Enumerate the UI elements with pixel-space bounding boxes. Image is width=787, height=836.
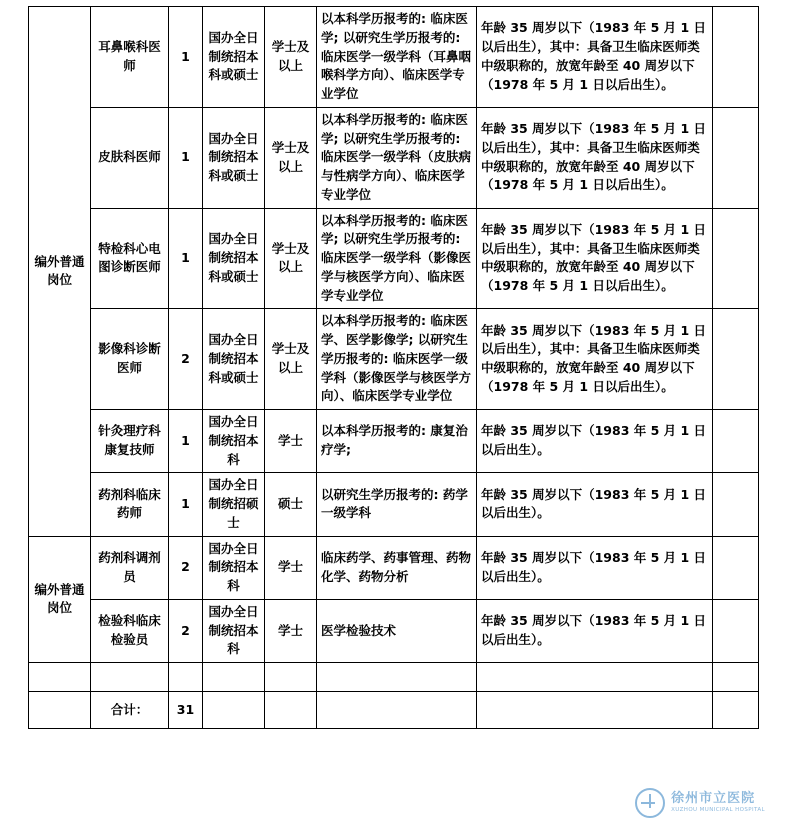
recruitment-table: [28, 6, 759, 729]
table-row: [29, 410, 759, 473]
cell-education: 国办全日制统招本科或硕士: [203, 107, 265, 208]
cell-other-requirements: 年龄 35 周岁以下（1983 年 5 月 1 日以后出生）。: [477, 536, 713, 599]
cell-degree: 学士及以上: [265, 309, 317, 410]
cell-post: 检验科临床检验员: [91, 599, 169, 662]
cell-count: 1: [169, 473, 203, 536]
watermark-name-en: XUZHOU MUNICIPAL HOSPITAL: [671, 807, 765, 814]
cell-major: 以本科学历报考的: 临床医学; 以研究生学历报考的: 临床医学一级学科（耳鼻咽喉科学方向）、临床医学专业学位: [317, 7, 477, 108]
cell-other-requirements: 年龄 35 周岁以下（1983 年 5 月 1 日以后出生）。: [477, 410, 713, 473]
cell-count: 2: [169, 599, 203, 662]
cell-count: 1: [169, 107, 203, 208]
cell-education: 国办全日制统招本科或硕士: [203, 208, 265, 309]
cell-count: 2: [169, 309, 203, 410]
cell-education: 国办全日制统招本科: [203, 410, 265, 473]
cell-post: 影像科诊断医师: [91, 309, 169, 410]
cell-post: 耳鼻喉科医师: [91, 7, 169, 108]
cell-major: 医学检验技术: [317, 599, 477, 662]
cell-education: 国办全日制统招本科: [203, 599, 265, 662]
spacer-cell: [29, 663, 91, 692]
cell-note: [713, 208, 759, 309]
cell-post: 特检科心电图诊断医师: [91, 208, 169, 309]
cell-degree: 学士及以上: [265, 208, 317, 309]
cell-note: [713, 536, 759, 599]
cell-count: 1: [169, 410, 203, 473]
cell-post: 药剂科临床药师: [91, 473, 169, 536]
cell-post: 针灸理疗科康复技师: [91, 410, 169, 473]
cell-count: 1: [169, 7, 203, 108]
table-row-spacer: [29, 663, 759, 692]
watermark-text: [671, 792, 765, 813]
cell-other-requirements: 年龄 35 周岁以下（1983 年 5 月 1 日以后出生），其中：具备卫生临床医师类中级职称的，放宽年龄至 40 周岁以下（1978 年 5 月 1 日以后出生）。: [477, 309, 713, 410]
cell-degree: 学士: [265, 410, 317, 473]
cell-note: [713, 309, 759, 410]
cell-note: [713, 599, 759, 662]
cell-degree: 学士: [265, 599, 317, 662]
cell-other-requirements: 年龄 35 周岁以下（1983 年 5 月 1 日以后出生）。: [477, 473, 713, 536]
table-row: [29, 309, 759, 410]
cell-other-requirements: 年龄 35 周岁以下（1983 年 5 月 1 日以后出生）。: [477, 599, 713, 662]
total-blank-cell: [29, 692, 91, 729]
cell-category: 编外普通岗位: [29, 7, 91, 537]
cell-note: [713, 473, 759, 536]
cell-note: [713, 7, 759, 108]
table-row: [29, 599, 759, 662]
cell-major: 以研究生学历报考的: 药学一级学科: [317, 473, 477, 536]
spacer-cell: [713, 663, 759, 692]
cell-degree: 学士: [265, 536, 317, 599]
cell-count: 1: [169, 208, 203, 309]
cell-note: [713, 410, 759, 473]
cell-other-requirements: 年龄 35 周岁以下（1983 年 5 月 1 日以后出生），其中：具备卫生临床医师类中级职称的，放宽年龄至 40 周岁以下（1978 年 5 月 1 日以后出生）。: [477, 208, 713, 309]
cell-major: 临床药学、药事管理、药物化学、药物分析: [317, 536, 477, 599]
cell-post: 皮肤科医师: [91, 107, 169, 208]
table-row: [29, 473, 759, 536]
cell-education: 国办全日制统招本科或硕士: [203, 7, 265, 108]
total-blank-cell: [713, 692, 759, 729]
cell-education: 国办全日制统招本科: [203, 536, 265, 599]
cell-major: 以本科学历报考的: 临床医学; 以研究生学历报考的: 临床医学一级学科（影像医学与核医学方向）、临床医学专业学位: [317, 208, 477, 309]
cell-education: 国办全日制统招硕士: [203, 473, 265, 536]
total-blank-cell: [317, 692, 477, 729]
hospital-watermark: [635, 788, 765, 818]
spacer-cell: [91, 663, 169, 692]
table-row: [29, 208, 759, 309]
spacer-cell: [317, 663, 477, 692]
cell-major: 以本科学历报考的: 临床医学; 以研究生学历报考的: 临床医学一级学科（皮肤病与性病学方向）、临床医学专业学位: [317, 107, 477, 208]
table-row: [29, 107, 759, 208]
cell-count: 2: [169, 536, 203, 599]
table-row-total: [29, 692, 759, 729]
cell-degree: 硕士: [265, 473, 317, 536]
cell-post: 药剂科调剂员: [91, 536, 169, 599]
spacer-cell: [265, 663, 317, 692]
cell-major: 以本科学历报考的: 临床医学、医学影像学; 以研究生学历报考的: 临床医学一级学科（影像医学与核医学方向）、临床医学专业学位: [317, 309, 477, 410]
table-row: [29, 536, 759, 599]
table-row: [29, 7, 759, 108]
cell-category: 编外普通岗位: [29, 536, 91, 663]
cell-other-requirements: 年龄 35 周岁以下（1983 年 5 月 1 日以后出生），其中：具备卫生临床医师类中级职称的，放宽年龄至 40 周岁以下（1978 年 5 月 1 日以后出生）。: [477, 107, 713, 208]
spacer-cell: [169, 663, 203, 692]
cell-other-requirements: 年龄 35 周岁以下（1983 年 5 月 1 日以后出生），其中：具备卫生临床医师类中级职称的，放宽年龄至 40 周岁以下（1978 年 5 月 1 日以后出生）。: [477, 7, 713, 108]
total-label: 合计：: [91, 692, 169, 729]
hospital-logo-icon: [635, 788, 665, 818]
cell-note: [713, 107, 759, 208]
cell-education: 国办全日制统招本科或硕士: [203, 309, 265, 410]
watermark-name-cn: 徐州市立医院: [671, 791, 756, 807]
total-blank-cell: [203, 692, 265, 729]
spacer-cell: [203, 663, 265, 692]
spacer-cell: [477, 663, 713, 692]
cell-degree: 学士及以上: [265, 107, 317, 208]
total-blank-cell: [477, 692, 713, 729]
total-blank-cell: [265, 692, 317, 729]
cell-major: 以本科学历报考的: 康复治疗学;: [317, 410, 477, 473]
total-value: 31: [169, 692, 203, 729]
cell-degree: 学士及以上: [265, 7, 317, 108]
